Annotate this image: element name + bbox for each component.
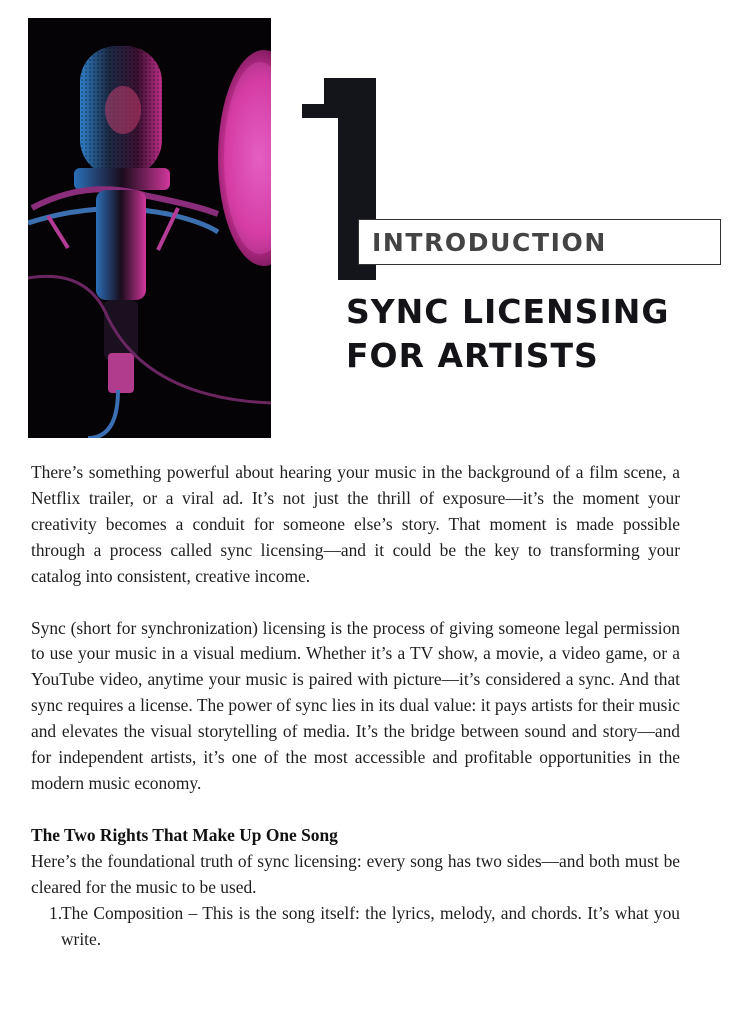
intro-paragraph: Here’s the foundational truth of sync licensing: every song has two sides—and both must be cleared for the music to be used. xyxy=(31,850,680,897)
paragraph: Sync (short for synchronization) licensing is the process of giving someone legal permission to use your music in a visual medium. Whether it’s a TV show, a movie, a video game, or a YouTube video, anytime your music is paired with picture—it’s considered a sync. And that sync requires a license. The power of sync lies in its dual value: it pays artists for their music and elevates the visual storytelling of media. It’s the bridge between sound and story—and for independent artists, it’s one of the most accessible and profitable opportunities in the modern music economy. xyxy=(31,617,680,793)
chapter-title-line: FOR ARTISTS xyxy=(346,336,599,375)
list-item-number: 1. xyxy=(49,902,63,923)
list-item xyxy=(31,901,680,953)
body-text xyxy=(31,460,680,952)
chapter-title xyxy=(346,290,669,378)
section-label: INTRODUCTION xyxy=(372,228,607,257)
chapter-title-line: SYNC LICENSING xyxy=(346,292,670,331)
hero-microphone-image xyxy=(28,18,271,438)
microphone-illustration xyxy=(28,18,271,438)
paragraph: There’s something powerful about hearing your music in the background of a film scene, a Netflix trailer, or a viral ad. It’s not just the thrill of exposure—it’s the moment your creativity becomes a conduit for someone else’s story. That moment is made possible through a process called sync licensing—and it could be the key to transforming your catalog into consistent, creative income. xyxy=(31,462,680,586)
section-label-box xyxy=(358,219,721,265)
list-item-text: The Composition – This is the song itself: the lyrics, melody, and chords. It’s what you write. xyxy=(61,902,680,949)
subheading: The Two Rights That Make Up One Song xyxy=(31,824,338,845)
rights-list xyxy=(31,901,680,953)
